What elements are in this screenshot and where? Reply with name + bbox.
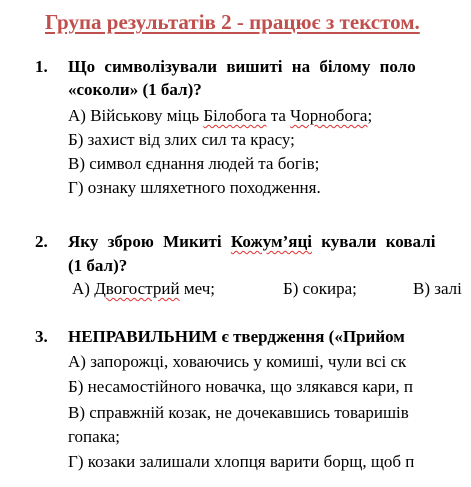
question-2-option-a: [72, 279, 215, 299]
q3-text-bold: НЕПРАВИЛЬНИМ є твердження (: [68, 327, 335, 346]
question-3-number: 3.: [35, 327, 48, 346]
question-2-option-c: В) залі: [413, 279, 462, 298]
q2-option-a-prefix: А): [72, 279, 95, 298]
question-2-number: 2.: [35, 232, 48, 251]
question-1-option-c: В) символ єднання людей та богів;: [68, 154, 320, 173]
q2-text-prefix: Яку зброю Микиті: [68, 232, 231, 251]
question-2-text-line2: (1 бал)?: [68, 256, 128, 275]
q2-option-a-suffix: меч;: [179, 279, 215, 298]
question-3-text-line1: [68, 327, 405, 347]
option-a-suffix: ;: [367, 106, 373, 125]
question-1-text-line2: «соколи» (1 бал)?: [68, 80, 202, 99]
question-3-option-a: А) запорожці, ховаючись у комиші, чули всі ск: [68, 352, 407, 371]
question-2-option-b: Б) сокира;: [283, 279, 357, 298]
question-3-option-c: В) справжній козак, не дочекавшись товаришів: [68, 403, 409, 422]
question-3-option-b: Б) несамостійного новачка, що злякався кари, п: [68, 377, 413, 396]
question-1-number: 1.: [35, 57, 48, 76]
question-1-text-line1: Що символізували вишиті на білому поло: [68, 57, 416, 76]
option-a-mid: та: [266, 106, 291, 125]
spellcheck-word-kozhumyaka: Кожум’яці: [230, 232, 312, 251]
spellcheck-word-chornobog: Чорнобога: [290, 106, 368, 125]
question-2-text-line1: [68, 232, 435, 252]
spellcheck-word-bilobog: Білобога: [203, 106, 267, 125]
q3-text-rest: «Прийом: [334, 327, 405, 346]
spellcheck-word-dvohostryi: Двогострий: [94, 279, 180, 298]
section-title: Група результатів 2 - працює з текстом.: [45, 10, 420, 34]
question-1-option-b: Б) захист від злих сил та красу;: [68, 130, 295, 149]
question-3-option-c-continued: гопака;: [68, 427, 120, 446]
question-3-option-d: Г) козаки залишали хлопця варити борщ, щоб п: [68, 452, 415, 471]
question-1-option-d: Г) ознаку шляхетного походження.: [68, 178, 321, 197]
q2-text-suffix: кували ковалі: [312, 232, 436, 251]
option-a-prefix: А) Військову міць: [68, 106, 204, 125]
question-1-option-a: [68, 106, 372, 126]
